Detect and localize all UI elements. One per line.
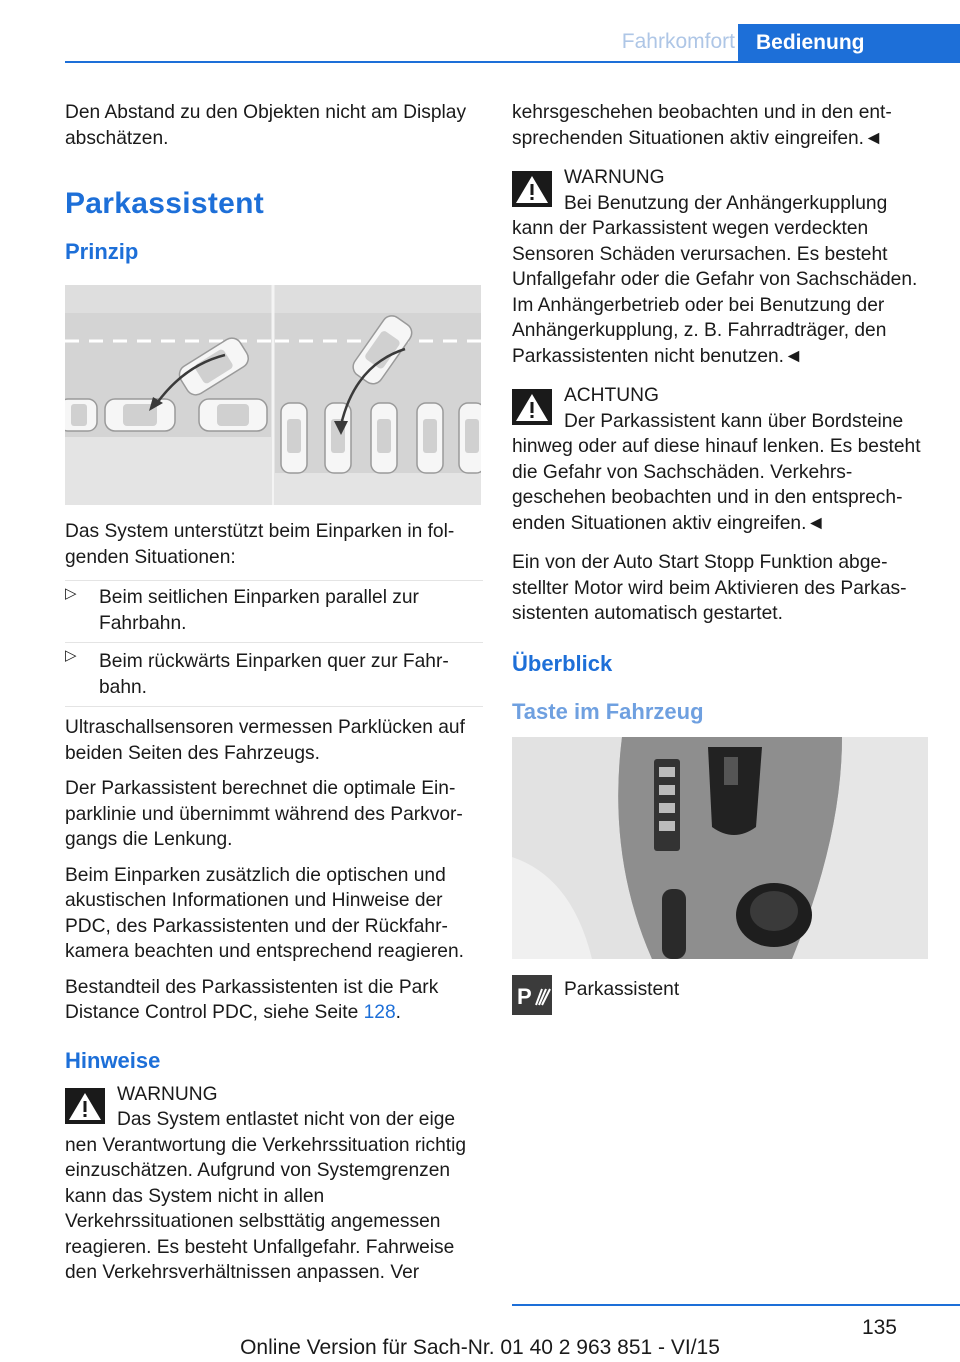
sensor-paragraph: Ultraschallsensoren vermessen Parklücken auf beiden Seiten des Fahrzeugs. <box>65 717 465 764</box>
list-item: ▷ Beim seitlichen Einparken parallel zur Fahrbahn. <box>65 580 483 636</box>
warning-body: nen Verantwortung die Verkehrssituation richtig einzuschätzen. Aufgrund von Systemgrenzen kann das System nicht in allen Verkehrssituationen selbsttätig angemessen reagieren. Es besteht Unfallgefahr. Fahrweise den Verkehrsverhältnissen anpassen. Ver <box>65 1134 467 1283</box>
caution-triangle-icon <box>512 389 552 425</box>
header-section-tab[interactable]: Fahrkomfort <box>621 30 735 53</box>
warning-label: WARNUNG <box>117 1083 218 1105</box>
section-subtitle: Prinzip <box>65 239 139 264</box>
warning-triangle-icon <box>512 171 552 207</box>
intro-paragraph: Den Abstand zu den Objekten nicht am Display abschätzen. <box>65 102 467 149</box>
system-paragraph: Das System unterstützt beim Einparken in folgenden Situationen: <box>65 521 455 568</box>
warning-first-line: Bei Benutzung der Anhängerkupplung <box>564 192 888 214</box>
warning-triangle-icon <box>65 1088 105 1124</box>
header-rule <box>65 61 960 63</box>
svg-text:P: P <box>517 983 532 1009</box>
center-console-svg <box>512 737 928 959</box>
triangle-bullet-icon: ▷ <box>65 647 77 664</box>
parking-illustration <box>65 285 481 505</box>
triangle-bullet-icon: ▷ <box>65 585 77 602</box>
continuation-paragraph: kehrsgeschehen beobachten und in den entsprechenden Situationen aktiv eingreifen.◄ <box>512 102 892 149</box>
park-assist-button[interactable] <box>512 975 928 1015</box>
caution-label: ACHTUNG <box>564 385 659 406</box>
page-number: 135 <box>861 1316 897 1339</box>
park-assist-label: Parkassistent <box>564 978 680 1000</box>
parked-car-left-1 <box>65 399 97 431</box>
list-item: ▷ Beim rückwärts Einparken quer zur Fahrbahn. <box>65 642 483 707</box>
notes-heading: Hinweise <box>65 1047 161 1073</box>
situation-list <box>65 580 483 707</box>
start-stop-paragraph: Ein von der Auto Start Stopp Funktion abgestellter Motor wird beim Aktivieren des Parkassistenten automatisch gestartet. <box>512 552 907 624</box>
page-link[interactable]: 128 <box>363 1002 396 1023</box>
component-paragraph: Bestandteil des Parkassistenten ist die Park Distance Control PDC, siehe Seite 128. <box>65 976 439 1023</box>
calc-paragraph: Der Parkassistent berechnet die optimale Einparklinie und übernimmt während des Parkvorgangs die Lenkung. <box>65 778 463 850</box>
section-title: Parkassistent <box>65 187 265 220</box>
button-heading: Taste im Fahrzeug <box>512 698 704 724</box>
warning-label: WARNUNG <box>564 167 665 188</box>
caution-body: hinweg oder auf diese hinauf lenken. Es besteht die Gefahr von Sachschäden. Verkehrsgeschehen beobachten und in den entsprechenden Situationen aktiv eingreifen.◄ <box>512 436 921 534</box>
parked-car-left-2 <box>105 399 175 431</box>
pdc-paragraph: Beim Einparken zusätzlich die optischen und akustischen Informationen und Hinweise der PDC, des Parkassistenten und der Rückfahrkamera beachten und entsprechend reagieren. <box>65 864 464 962</box>
overview-heading: Überblick <box>512 650 613 676</box>
warning-block-2 <box>512 165 928 369</box>
footer-rule <box>512 1304 960 1306</box>
header-active-tab[interactable]: Bedienung <box>738 24 960 62</box>
warning-first-line: Das System entlastet nicht von der eige <box>117 1109 456 1130</box>
center-console-photo <box>512 737 928 959</box>
caution-block <box>512 383 928 536</box>
park-assist-icon <box>512 975 552 1015</box>
parked-car-left-3 <box>199 399 267 431</box>
parking-illustration-svg <box>65 285 481 505</box>
warning-block-1 <box>65 1082 483 1286</box>
left-column <box>65 100 483 1296</box>
page-header <box>0 24 960 64</box>
warning-body: kann der Parkassistent wegen verdeckten Sensoren Schäden verursachen. Es besteht Unfallgefahr oder die Gefahr von Sachschäden. Im Anhängerbetrieb oder bei Benutzung der Anhängerkupplung, z. B. Fahrradträger, den Parkassistenten nicht benutzen.◄ <box>512 218 918 367</box>
caution-first-line: Der Parkassistent kann über Bordsteine <box>564 410 904 432</box>
right-column <box>512 100 928 1015</box>
footer-online-version: Online Version für Sach-Nr. 01 40 2 963 851 - VI/15 <box>240 1336 720 1359</box>
